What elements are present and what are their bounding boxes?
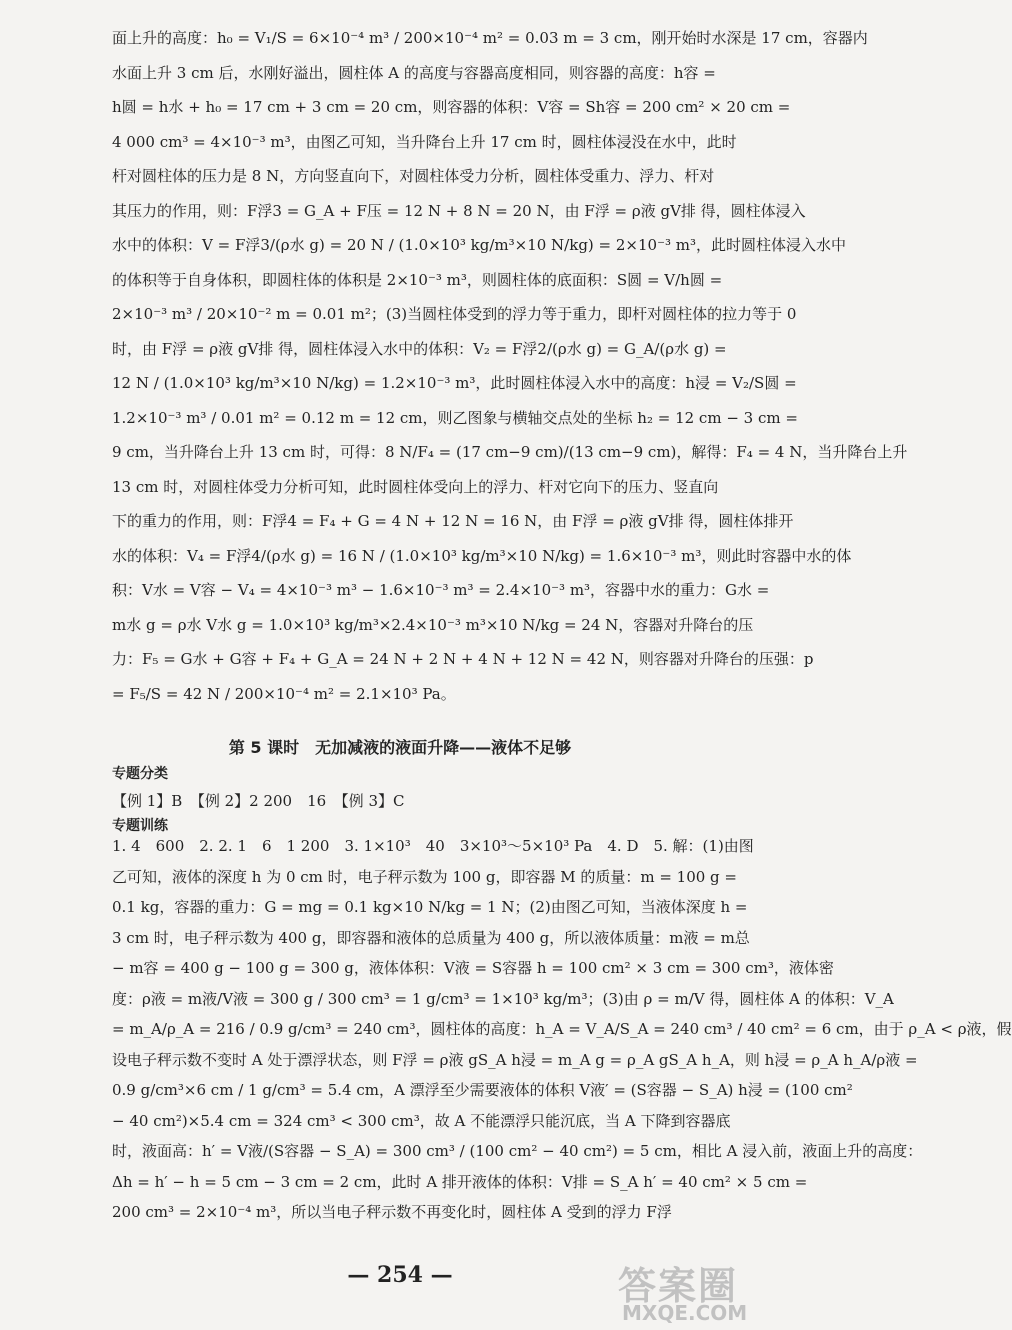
solution-text-part1: [112, 29, 908, 720]
text-line: h圆 = h水 + h₀ = 17 cm + 3 cm = 20 cm，则容器的体积：V容 = Sh容 = 200 cm² × 20 cm =: [112, 98, 791, 116]
text-line: 4 000 cm³ = 4×10⁻³ m³，由图乙可知，当升降台上升 17 cm 时，圆柱体浸没在水中，此时: [112, 132, 737, 151]
text-line: 时，由 F浮 = ρ液 gV排 得，圆柱体浸入水中的体积：V₂ = F浮2/(ρ水 g) = G_A/(ρ水 g) =: [112, 339, 727, 358]
section-title-training: 专题训练: [112, 818, 168, 834]
text-line: 时，液面高：h′ = V液/(S容器 − S_A) = 300 cm³ / (100 cm² − 40 cm²) = 5 cm，相比 A 浸入前，液面上升的高度：: [112, 1142, 923, 1160]
text-line: 力：F₅ = G水 + G容 + F₄ + G_A = 24 N + 2 N + 4 N + 12 N = 42 N，则容器对升降台的压强：p: [112, 650, 814, 668]
text-line: 1. 4 600 2. 2. 1 6 1 200 3. 1×10³ 40 3×10³～5×10³ Pa 4. D 5. 解：(1)由图: [112, 837, 754, 855]
text-line: 度：ρ液 = m液/V液 = 300 g / 300 cm³ = 1 g/cm³ = 1×10³ kg/m³；(3)由 ρ = m/V 得，圆柱体 A 的体积：V_A: [112, 989, 894, 1008]
text-line: 9 cm，当升降台上升 13 cm 时，可得：8 N/F₄ = (17 cm−9 cm)/(13 cm−9 cm)，解得：F₄ = 4 N，当升降台上升: [112, 443, 908, 461]
text-line: 水中的体积：V = F浮3/(ρ水 g) = 20 N / (1.0×10³ kg/m³×10 N/kg) = 2×10⁻³ m³，此时圆柱体浸入水中: [112, 236, 847, 254]
text-line: 水面上升 3 cm 后，水刚好溢出，圆柱体 A 的高度与容器高度相同，则容器的高度：h容 =: [112, 63, 716, 82]
text-line: = m_A/ρ_A = 216 / 0.9 g/cm³ = 240 cm³，圆柱体的高度：h_A = V_A/S_A = 240 cm³ / 40 cm² = 6 cm，由于 ρ_A < ρ液，假: [112, 1020, 1012, 1038]
watermark-text-cn: 答案圈: [618, 1264, 739, 1308]
section-title-classification: 专题分类: [112, 766, 168, 782]
text-line: 下的重力的作用，则：F浮4 = F₄ + G = 4 N + 12 N = 16 N，由 F浮 = ρ液 gV排 得，圆柱体排开: [112, 512, 794, 530]
watermark-text-url: MXQE.COM: [622, 1301, 748, 1325]
text-line: − m容 = 400 g − 100 g = 300 g，液体体积：V液 = S容器 h = 100 cm² × 3 cm = 300 cm³，液体密: [112, 959, 834, 977]
page-number: — 254 —: [347, 1262, 453, 1288]
text-line: 积：V水 = V容 − V₄ = 4×10⁻³ m³ − 1.6×10⁻³ m³ = 2.4×10⁻³ m³，容器中水的重力：G水 =: [112, 581, 770, 599]
text-line: 杆对圆柱体的压力是 8 N，方向竖直向下，对圆柱体受力分析，圆柱体受重力、浮力、杆对: [112, 167, 715, 185]
text-line: Δh = h′ − h = 5 cm − 3 cm = 2 cm，此时 A 排开液体的体积：V排 = S_A h′ = 40 cm² × 5 cm =: [112, 1172, 808, 1191]
solution-text-part2: [112, 837, 1012, 1235]
text-line: 1.2×10⁻³ m³ / 0.01 m² = 0.12 m = 12 cm，则乙图象与横轴交点处的坐标 h₂ = 12 cm − 3 cm =: [112, 408, 798, 427]
text-line: 面上升的高度：h₀ = V₁/S = 6×10⁻⁴ m³ / 200×10⁻⁴ m² = 0.03 m = 3 cm，刚开始时水深是 17 cm，容器内: [112, 29, 868, 47]
text-line: 12 N / (1.0×10³ kg/m³×10 N/kg) = 1.2×10⁻³ m³，此时圆柱体浸入水中的高度：h浸 = V₂/S圆 =: [112, 374, 797, 392]
text-line: 其压力的作用，则：F浮3 = G_A + F压 = 12 N + 8 N = 20 N，由 F浮 = ρ液 gV排 得，圆柱体浸入: [112, 201, 806, 220]
text-line: 2×10⁻³ m³ / 20×10⁻² m = 0.01 m²；(3)当圆柱体受到的浮力等于重力，即杆对圆柱体的拉力等于 0: [112, 305, 797, 323]
text-line: − 40 cm²)×5.4 cm = 324 cm³ < 300 cm³，故 A 不能漂浮只能沉底，当 A 下降到容器底: [112, 1111, 731, 1130]
text-line: 0.9 g/cm³×6 cm / 1 g/cm³ = 5.4 cm，A 漂浮至少需要液体的体积 V液′ = (S容器 − S_A) h浸 = (100 cm²: [112, 1081, 853, 1099]
text-line: 13 cm 时，对圆柱体受力分析可知，此时圆柱体受向上的浮力、杆对它向下的压力、竖直向: [112, 477, 719, 496]
text-line: 设电子秤示数不变时 A 处于漂浮状态，则 F浮 = ρ液 gS_A h浸 = m_A g = ρ_A gS_A h_A，则 h浸 = ρ_A h_A/ρ液 =: [112, 1050, 918, 1069]
text-line: 200 cm³ = 2×10⁻⁴ m³，所以当电子秤示数不再变化时，圆柱体 A 受到的浮力 F浮: [112, 1203, 672, 1221]
text-line: 0.1 kg，容器的重力：G = mg = 0.1 kg×10 N/kg = 1 N；(2)由图乙可知，当液体深度 h =: [112, 898, 748, 916]
text-line: 乙可知，液体的深度 h 为 0 cm 时，电子秤示数为 100 g，即容器 M 的质量：m = 100 g =: [112, 867, 738, 886]
text-line: 水的体积：V₄ = F浮4/(ρ水 g) = 16 N / (1.0×10³ kg/m³×10 N/kg) = 1.6×10⁻³ m³，则此时容器中水的体: [112, 546, 852, 565]
text-line: 的体积等于自身体积，即圆柱体的体积是 2×10⁻³ m³，则圆柱体的底面积：S圆 = V/h圆 =: [112, 270, 723, 289]
watermark-logo: [610, 1255, 800, 1330]
text-line: = F₅/S = 42 N / 200×10⁻⁴ m² = 2.1×10³ Pa。: [112, 684, 456, 703]
text-line: m水 g = ρ水 V水 g = 1.0×10³ kg/m³×2.4×10⁻³ m³×10 N/kg = 24 N，容器对升降台的压: [112, 615, 754, 634]
lesson-heading: 第 5 课时 无加减液的液面升降——液体不足够: [228, 738, 572, 757]
examples-answers: 【例 1】B 【例 2】2 200 16 【例 3】C: [112, 792, 405, 810]
text-line: 3 cm 时，电子秤示数为 400 g，即容器和液体的总质量为 400 g，所以液体质量：m液 = m总: [112, 928, 750, 947]
